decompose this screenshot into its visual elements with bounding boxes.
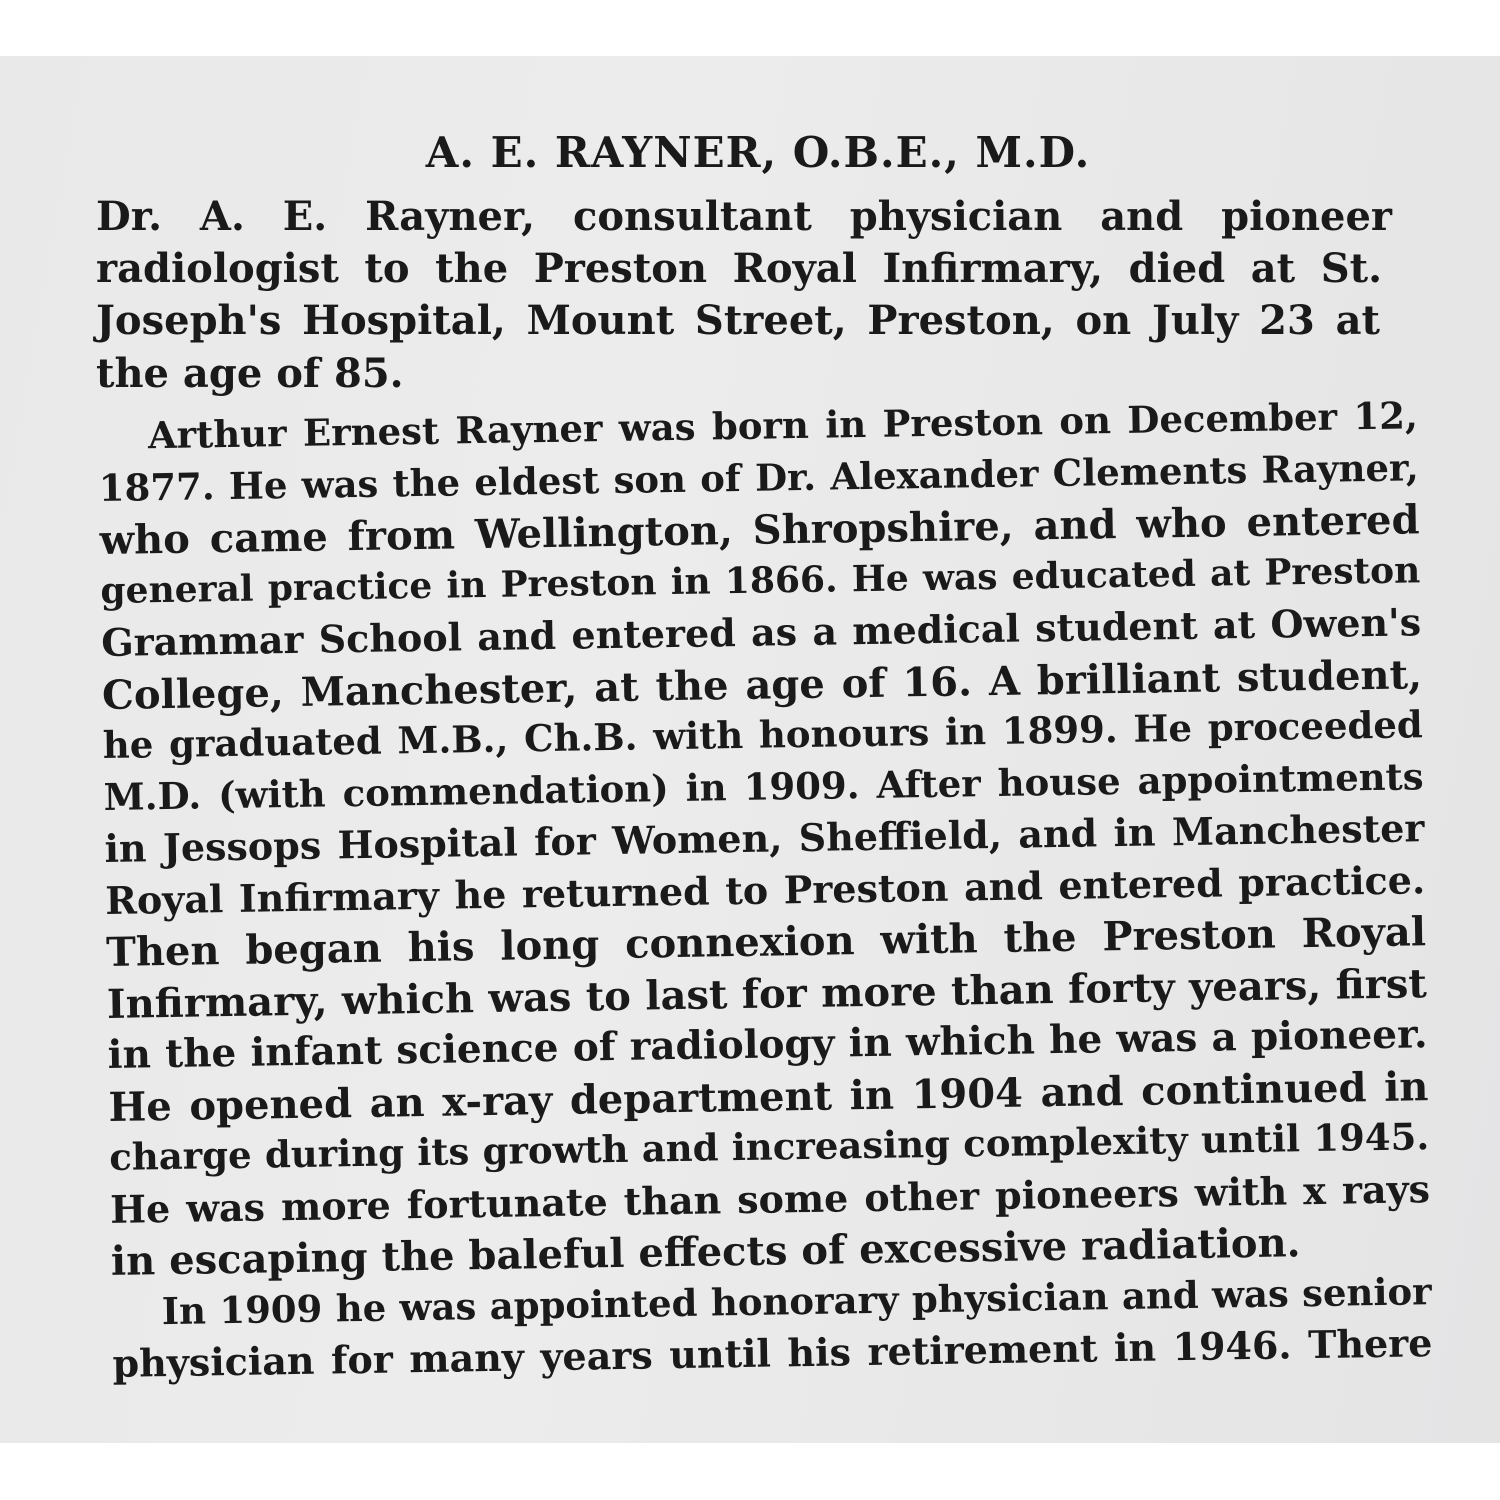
paragraph-2-line: Grammar School and entered as a medical student at Owen's [100, 599, 1422, 666]
paragraph-2-line: He was more fortunate than some other pioneers with x rays [109, 1166, 1431, 1232]
paragraph-2-line: College, Manchester, at the age of 16. A brilliant student, [101, 651, 1423, 719]
paragraph-2-line: Then began his long connexion with the Preston Royal [105, 908, 1427, 976]
paragraph-2-line: 1877. He was the eldest son of Dr. Alexander Clements Rayner, [98, 445, 1419, 511]
obituary-heading: A. E. RAYNER, O.B.E., M.D. [425, 128, 1091, 177]
paragraph-2-line: general practice in Preston in 1866. He was educated at Preston [100, 549, 1421, 613]
paragraph-1-line-last: the age of 85. [96, 350, 404, 397]
paragraph-2-line: charge during its growth and increasing complexity until 1945. [108, 1114, 1430, 1179]
paragraph-2-line: Arthur Ernest Rayner was born in Preston on December 12, [147, 393, 1419, 458]
paragraph-2-line: in Jessops Hospital for Women, Sheffield, and in Manchester [104, 805, 1425, 871]
paragraph-2-line: Royal Infirmary he returned to Preston and entered practice. [104, 857, 1426, 923]
paragraph-2-line: Infirmary, which was to last for more than forty years, first [106, 960, 1428, 1028]
paragraph-3-line: In 1909 he was appointed honorary physician and was senior [161, 1269, 1432, 1334]
paragraph-1-line: Joseph's Hospital, Mount Street, Preston, on July 23 at [96, 297, 1380, 344]
paragraph-2-line: he graduated M.B., Ch.B. with honours in 1899. He proceeded [102, 702, 1424, 767]
paragraph-1-line: Dr. A. E. Rayner, consultant physician and pioneer [96, 193, 1392, 240]
paragraph-2-block [0, 56, 1500, 1443]
paragraph-2-line: He opened an x-ray department in 1904 and continued in [108, 1063, 1429, 1131]
paragraph-1-line: radiologist to the Preston Royal Infirmary, died at St. [96, 245, 1382, 292]
paragraph-2-line-last: in escaping the baleful effects of excessive radiation. [110, 1219, 1301, 1285]
paragraph-2-line: who came from Wellington, Shropshire, and who entered [99, 496, 1420, 565]
document-photo [0, 56, 1500, 1443]
paragraph-3-line: physician for many years until his retirement in 1946. There [112, 1320, 1433, 1386]
paragraph-2-line: M.D. (with commendation) in 1909. After house appointments [103, 754, 1424, 819]
paragraph-2-line: in the infant science of radiology in which he was a pioneer. [107, 1011, 1428, 1078]
